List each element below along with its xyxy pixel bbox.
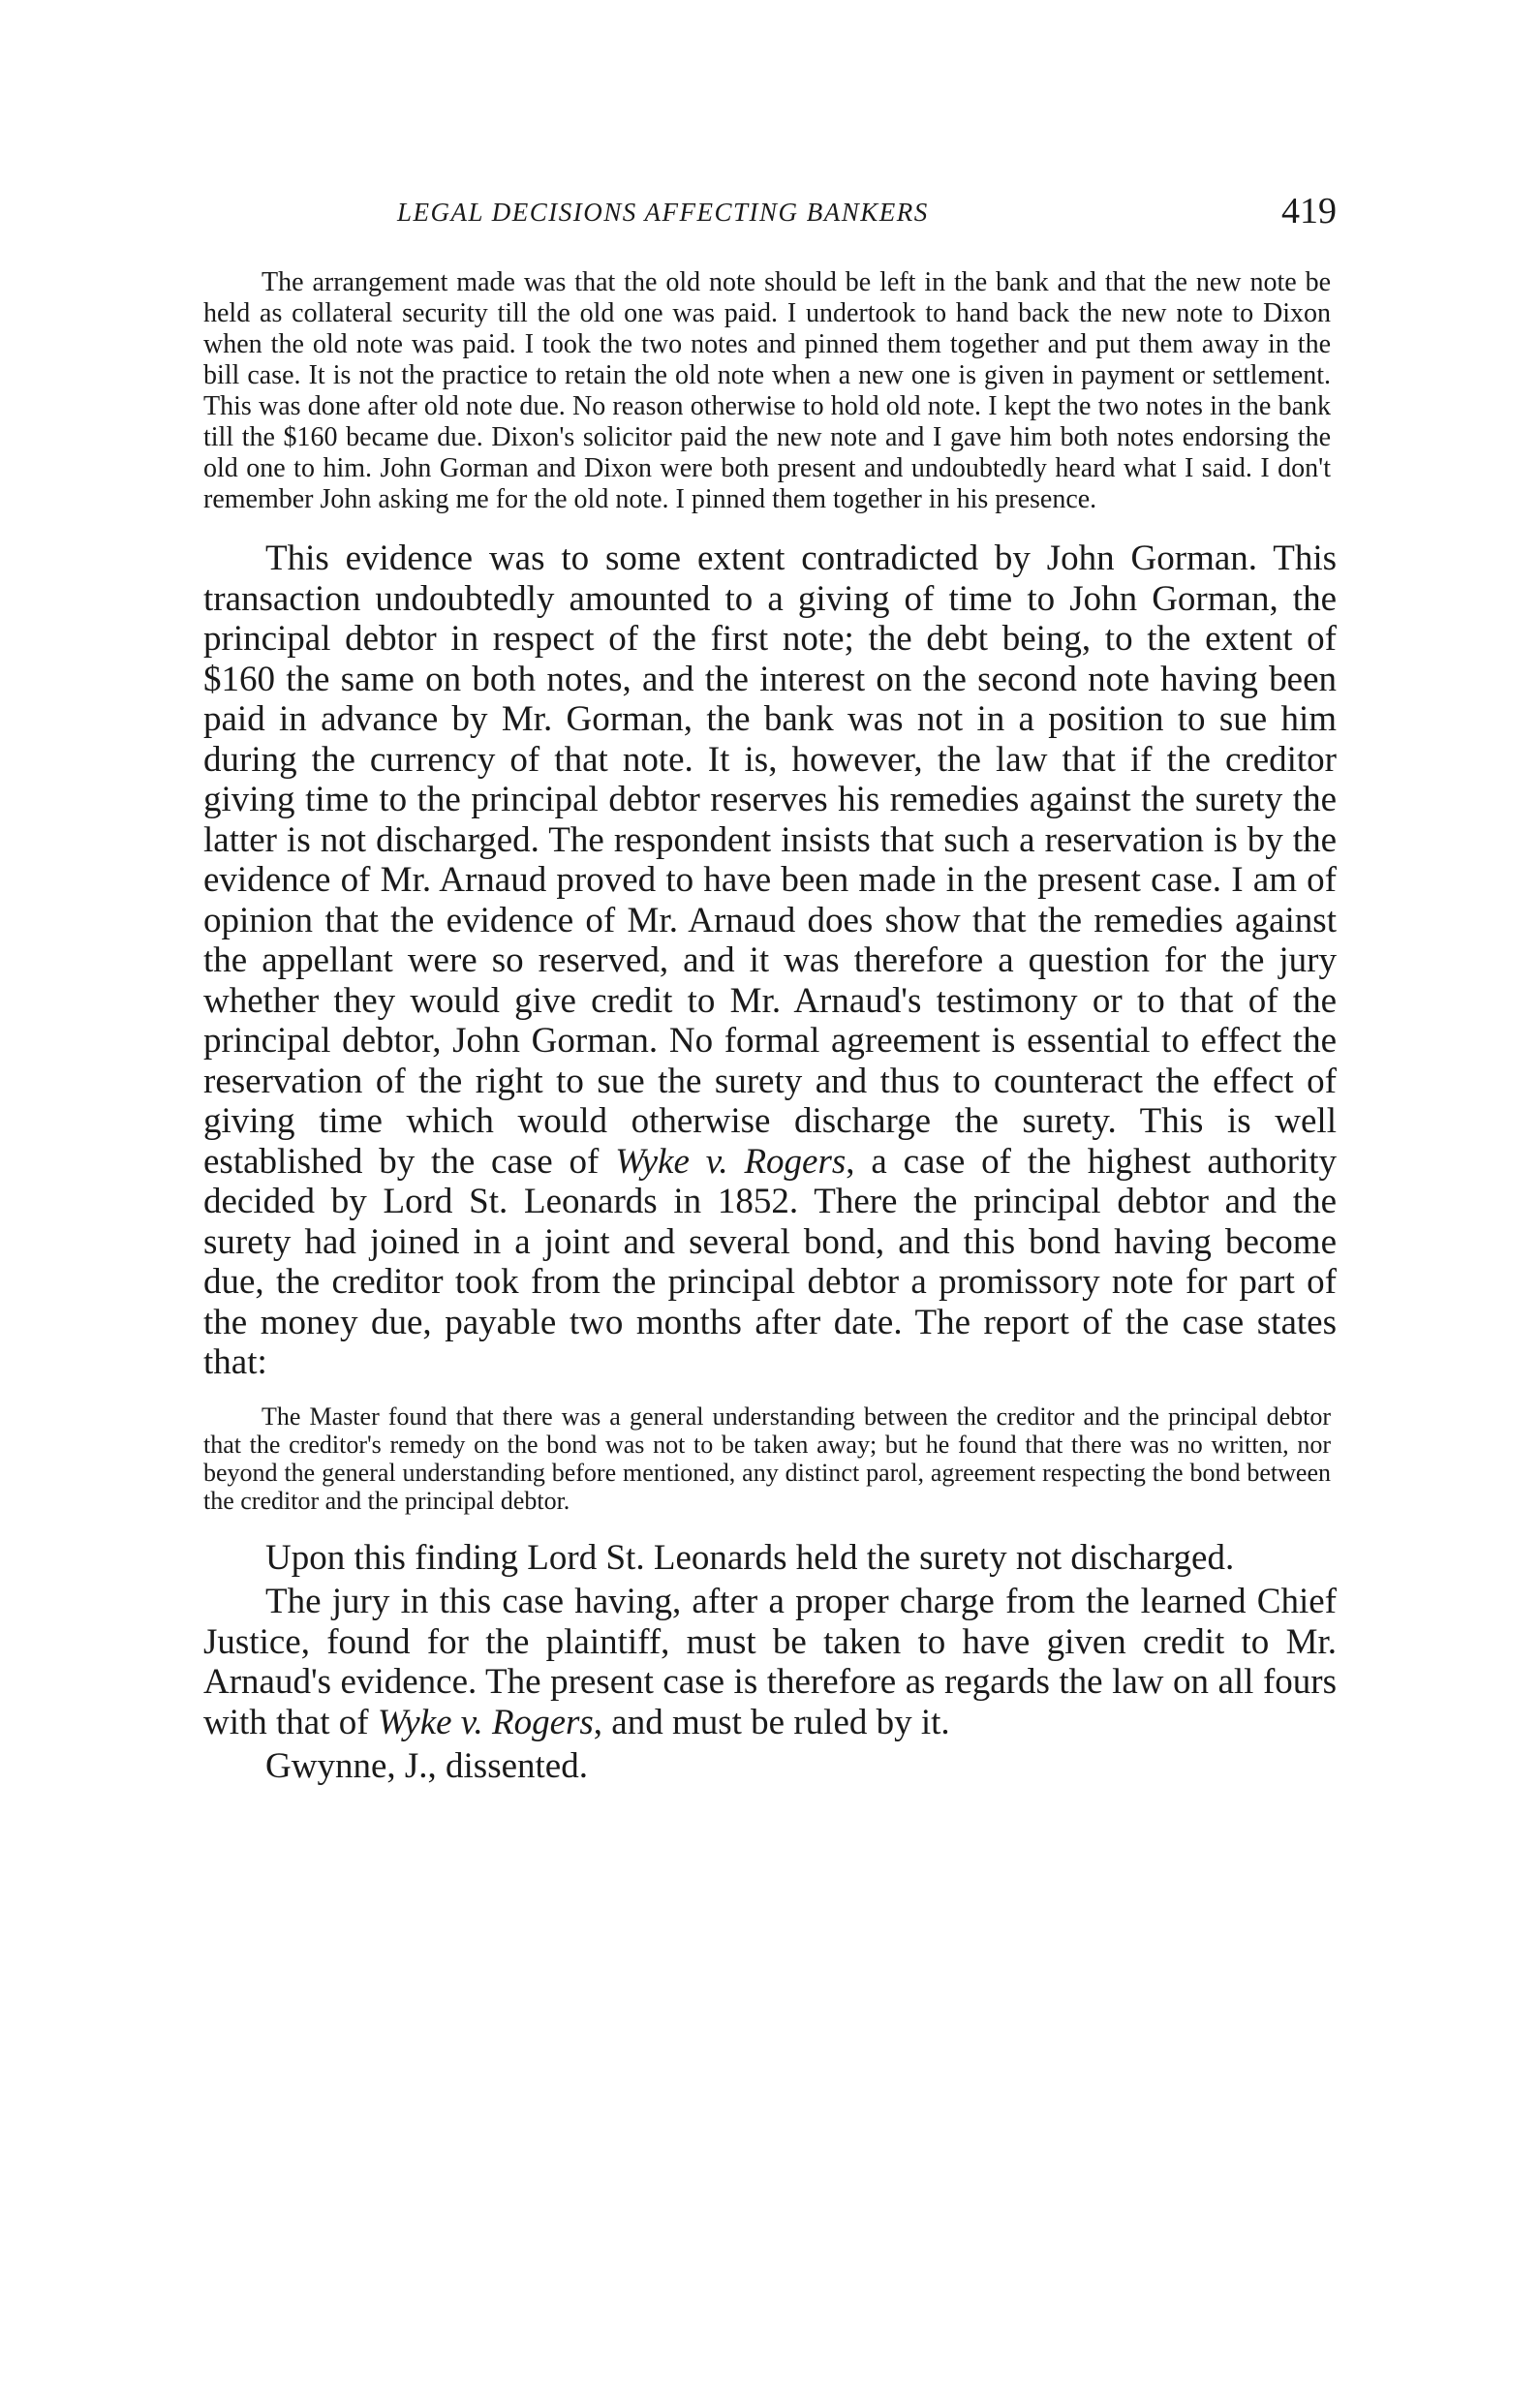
paragraph-text: , a case of the highest authority decided by Lord St. Leonards in 1852. There the principal debtor and the surety had joined in a joint and several bond, and this bond having become due, the creditor took from the principal debtor a promissory note for part of the money due, payable two months after date. The report of the case states that: — [203, 1141, 1338, 1382]
paragraph-contradicted-evidence — [203, 539, 1337, 1383]
block-quote-master-finding — [203, 1402, 1331, 1515]
quote-master-text: The Master found that there was a general understanding between the creditor and the principal debtor that the creditor's remedy on the bond was not to be taken away; but he found that there was no written, nor beyond the general understanding before mentioned, any distinct parol, agreement respecting the bond between the creditor and the principal debtor. — [203, 1401, 1331, 1515]
running-header-title: LEGAL DECISIONS AFFECTING BANKERS — [397, 198, 929, 227]
paragraph-jury-finding — [203, 1582, 1337, 1742]
paragraph-text: This evidence was to some extent contradicted by John Gorman. This transaction undoubtedly amounted to a giving of time to John Gorman, the principal debtor in respect of the first note; the debt being, to the extent of $160 the same on both notes, and the interest on the second note having been paid in advance by Mr. Gorman, the bank was not in a position to sue him during the currency of that note. It is, however, the law that if the creditor giving time to the principal debtor reserves his remedies against the surety the latter is not discharged. The respondent insists that such a reservation is by the evidence of Mr. Arnaud proved to have been made in the present case. I am of opinion that the evidence of Mr. Arnaud does show that the remedies against the appellant were so reserved, and it was therefore a question for the jury whether they would give credit to Mr. Arnaud's testimony or to that of the principal debtor, John Gorman. No formal agreement is essential to effect the reservation of the right to sue the surety and thus to counteract the effect of giving time which would otherwise discharge the surety. This is well established by the case of — [203, 539, 1337, 1182]
case-citation: Wyke v. Rogers — [615, 1141, 847, 1182]
running-header — [203, 190, 1337, 240]
book-page — [203, 190, 1337, 1787]
dissent-note: Gwynne, J., dissented. — [265, 1746, 588, 1786]
paragraph-holding: Upon this finding Lord St. Leonards held the surety not discharged. — [265, 1537, 1235, 1578]
paragraph-text: The jury in this case having, after a proper charge from the learned Chief Justice, found for the plaintiff, must be taken to have given credit to Mr. Arnaud's evidence. The present case is therefore as regards the law on all fours with that of — [203, 1582, 1337, 1742]
paragraph-text: , and must be ruled by it. — [593, 1702, 950, 1742]
quote-evidence-text: The arrangement made was that the old note should be left in the bank and that the new note be held as collateral security till the old one was paid. I undertook to hand back the new note to Dixon when the old note was paid. I took the two notes and pinned them together and put them away in the bill case. It is not the practice to retain the old note when a new one is given in payment or settlement. This was done after old note due. No reason otherwise to hold old note. I kept the two notes in the bank till the $160 became due. Dixon's solicitor paid the new note and I gave him both notes endorsing the old one to him. John Gorman and Dixon were both present and undoubtedly heard what I said. I don't remember John asking me for the old note. I pinned them together in his presence. — [203, 267, 1331, 514]
case-citation: Wyke v. Rogers — [377, 1702, 594, 1742]
page-number: 419 — [1281, 191, 1337, 231]
block-quote-evidence — [203, 267, 1331, 515]
